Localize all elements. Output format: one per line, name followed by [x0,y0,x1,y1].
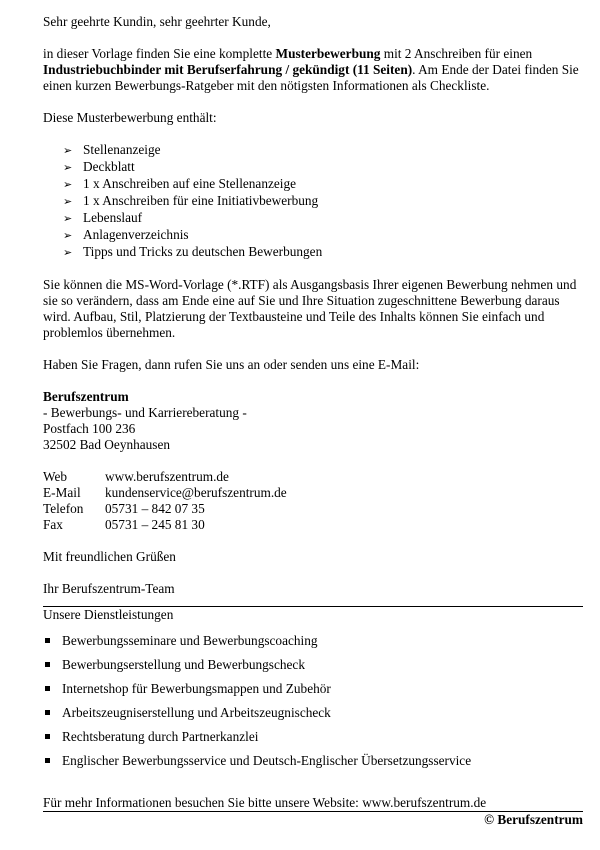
intro-text-1: in dieser Vorlage finden Sie eine komplette [43,46,276,61]
closing: Mit freundlichen Grüßen [43,549,176,564]
questions-paragraph: Haben Sie Fragen, dann rufen Sie uns an oder senden uns eine E-Mail: [43,357,420,372]
list-item [63,159,583,176]
list-item [43,677,583,701]
contents-list [43,142,583,261]
document-page [43,14,583,828]
list-item [43,629,583,653]
contact-value[interactable]: www.berufszentrum.de [105,469,229,484]
address-block [43,389,583,453]
usage-paragraph: Sie können die MS-Word-Vorlage (*.RTF) als Ausgangsbasis Ihrer eigenen Bewerbung nehmen und sie so verändern, dass am Ende eine auf Sie und Ihre Situation zugeschnittene Bewerbung daraus wird. Aufbau, Stil, Platzierung der Textbausteine und Teile des Inhalts können Sie einfach und problemlos übernehmen. [43,277,577,340]
contents-heading: Diese Musterbewerbung enthält: [43,110,217,125]
contact-label: E-Mail [43,485,81,500]
list-item-label: Rechtsberatung durch Partnerkanzlei [62,729,259,744]
list-item-label: Stellenanzeige [83,142,161,157]
city: 32502 Bad Oeynhausen [43,437,171,452]
intro-bold-1: Musterbewerbung [275,46,381,61]
arrow-bullet-icon: ➢ [63,179,73,191]
list-item-label: Anlagenverzeichnis [83,227,189,242]
services-section [43,606,583,773]
list-item-label: Bewerbungsseminare und Bewerbungscoaching [62,633,318,648]
contact-block [43,469,583,533]
list-item-label: Bewerbungserstellung und Bewerbungscheck [62,657,305,672]
services-heading: Unsere Dienstleistungen [43,607,174,622]
square-bullet-icon [45,686,50,691]
signature: Ihr Berufszentrum-Team [43,581,175,596]
list-item [43,701,583,725]
square-bullet-icon [45,758,50,763]
list-item [43,725,583,749]
list-item-label: Arbeitszeugniserstellung und Arbeitszeugnischeck [62,705,331,720]
list-item-label: 1 x Anschreiben auf eine Stellenanzeige [83,176,297,191]
postbox: Postfach 100 236 [43,421,136,436]
list-item-label: Tipps und Tricks zu deutschen Bewerbungen [83,244,323,259]
intro-text-2: mit 2 Anschreiben für einen [380,46,533,61]
contact-row-email [43,485,583,501]
intro-text-3: . Am Ende der Datei finden Sie einen kurzen Bewerbungs-Ratgeber mit den nötigsten Informationen als Checkliste. [43,62,579,93]
list-item [43,749,583,773]
list-item-label: Deckblatt [83,159,135,174]
more-info-line: Für mehr Informationen besuchen Sie bitte unsere Website: www.berufszentrum.de [43,795,583,812]
list-item-label: 1 x Anschreiben für eine Initiativbewerbung [83,193,319,208]
arrow-bullet-icon: ➢ [63,196,73,208]
arrow-bullet-icon: ➢ [63,162,73,174]
company-name: Berufszentrum [43,389,129,404]
arrow-bullet-icon: ➢ [63,230,73,242]
square-bullet-icon [45,662,50,667]
contact-label: Telefon [43,501,84,516]
contact-label: Web [43,469,68,484]
contact-value: 05731 – 842 07 35 [105,501,205,516]
contact-value: 05731 – 245 81 30 [105,517,205,532]
contact-label: Fax [43,517,63,532]
list-item [63,176,583,193]
list-item [63,193,583,210]
square-bullet-icon [45,710,50,715]
contact-row-phone [43,501,583,517]
salutation: Sehr geehrte Kundin, sehr geehrter Kunde, [43,14,271,29]
company-subtitle: - Bewerbungs- und Karriereberatung - [43,405,247,420]
list-item [63,142,583,159]
copyright: © Berufszentrum [484,812,583,827]
list-item-label: Englischer Bewerbungsservice und Deutsch-Englischer Übersetzungsservice [62,753,472,768]
arrow-bullet-icon: ➢ [63,145,73,157]
arrow-bullet-icon: ➢ [63,247,73,259]
square-bullet-icon [45,638,50,643]
list-item [43,653,583,677]
contact-value[interactable]: kundenservice@berufszentrum.de [105,485,287,500]
intro-bold-2: Industriebuchbinder mit Berufserfahrung / gekündigt (11 Seiten) [43,62,413,77]
services-list [43,629,583,773]
intro-paragraph [43,46,583,94]
list-item-label: Internetshop für Bewerbungsmappen und Zubehör [62,681,331,696]
contact-row-web [43,469,583,485]
list-item [63,227,583,244]
contact-row-fax [43,517,583,533]
square-bullet-icon [45,734,50,739]
list-item [63,210,583,227]
list-item [63,244,583,261]
list-item-label: Lebenslauf [83,210,143,225]
arrow-bullet-icon: ➢ [63,213,73,225]
